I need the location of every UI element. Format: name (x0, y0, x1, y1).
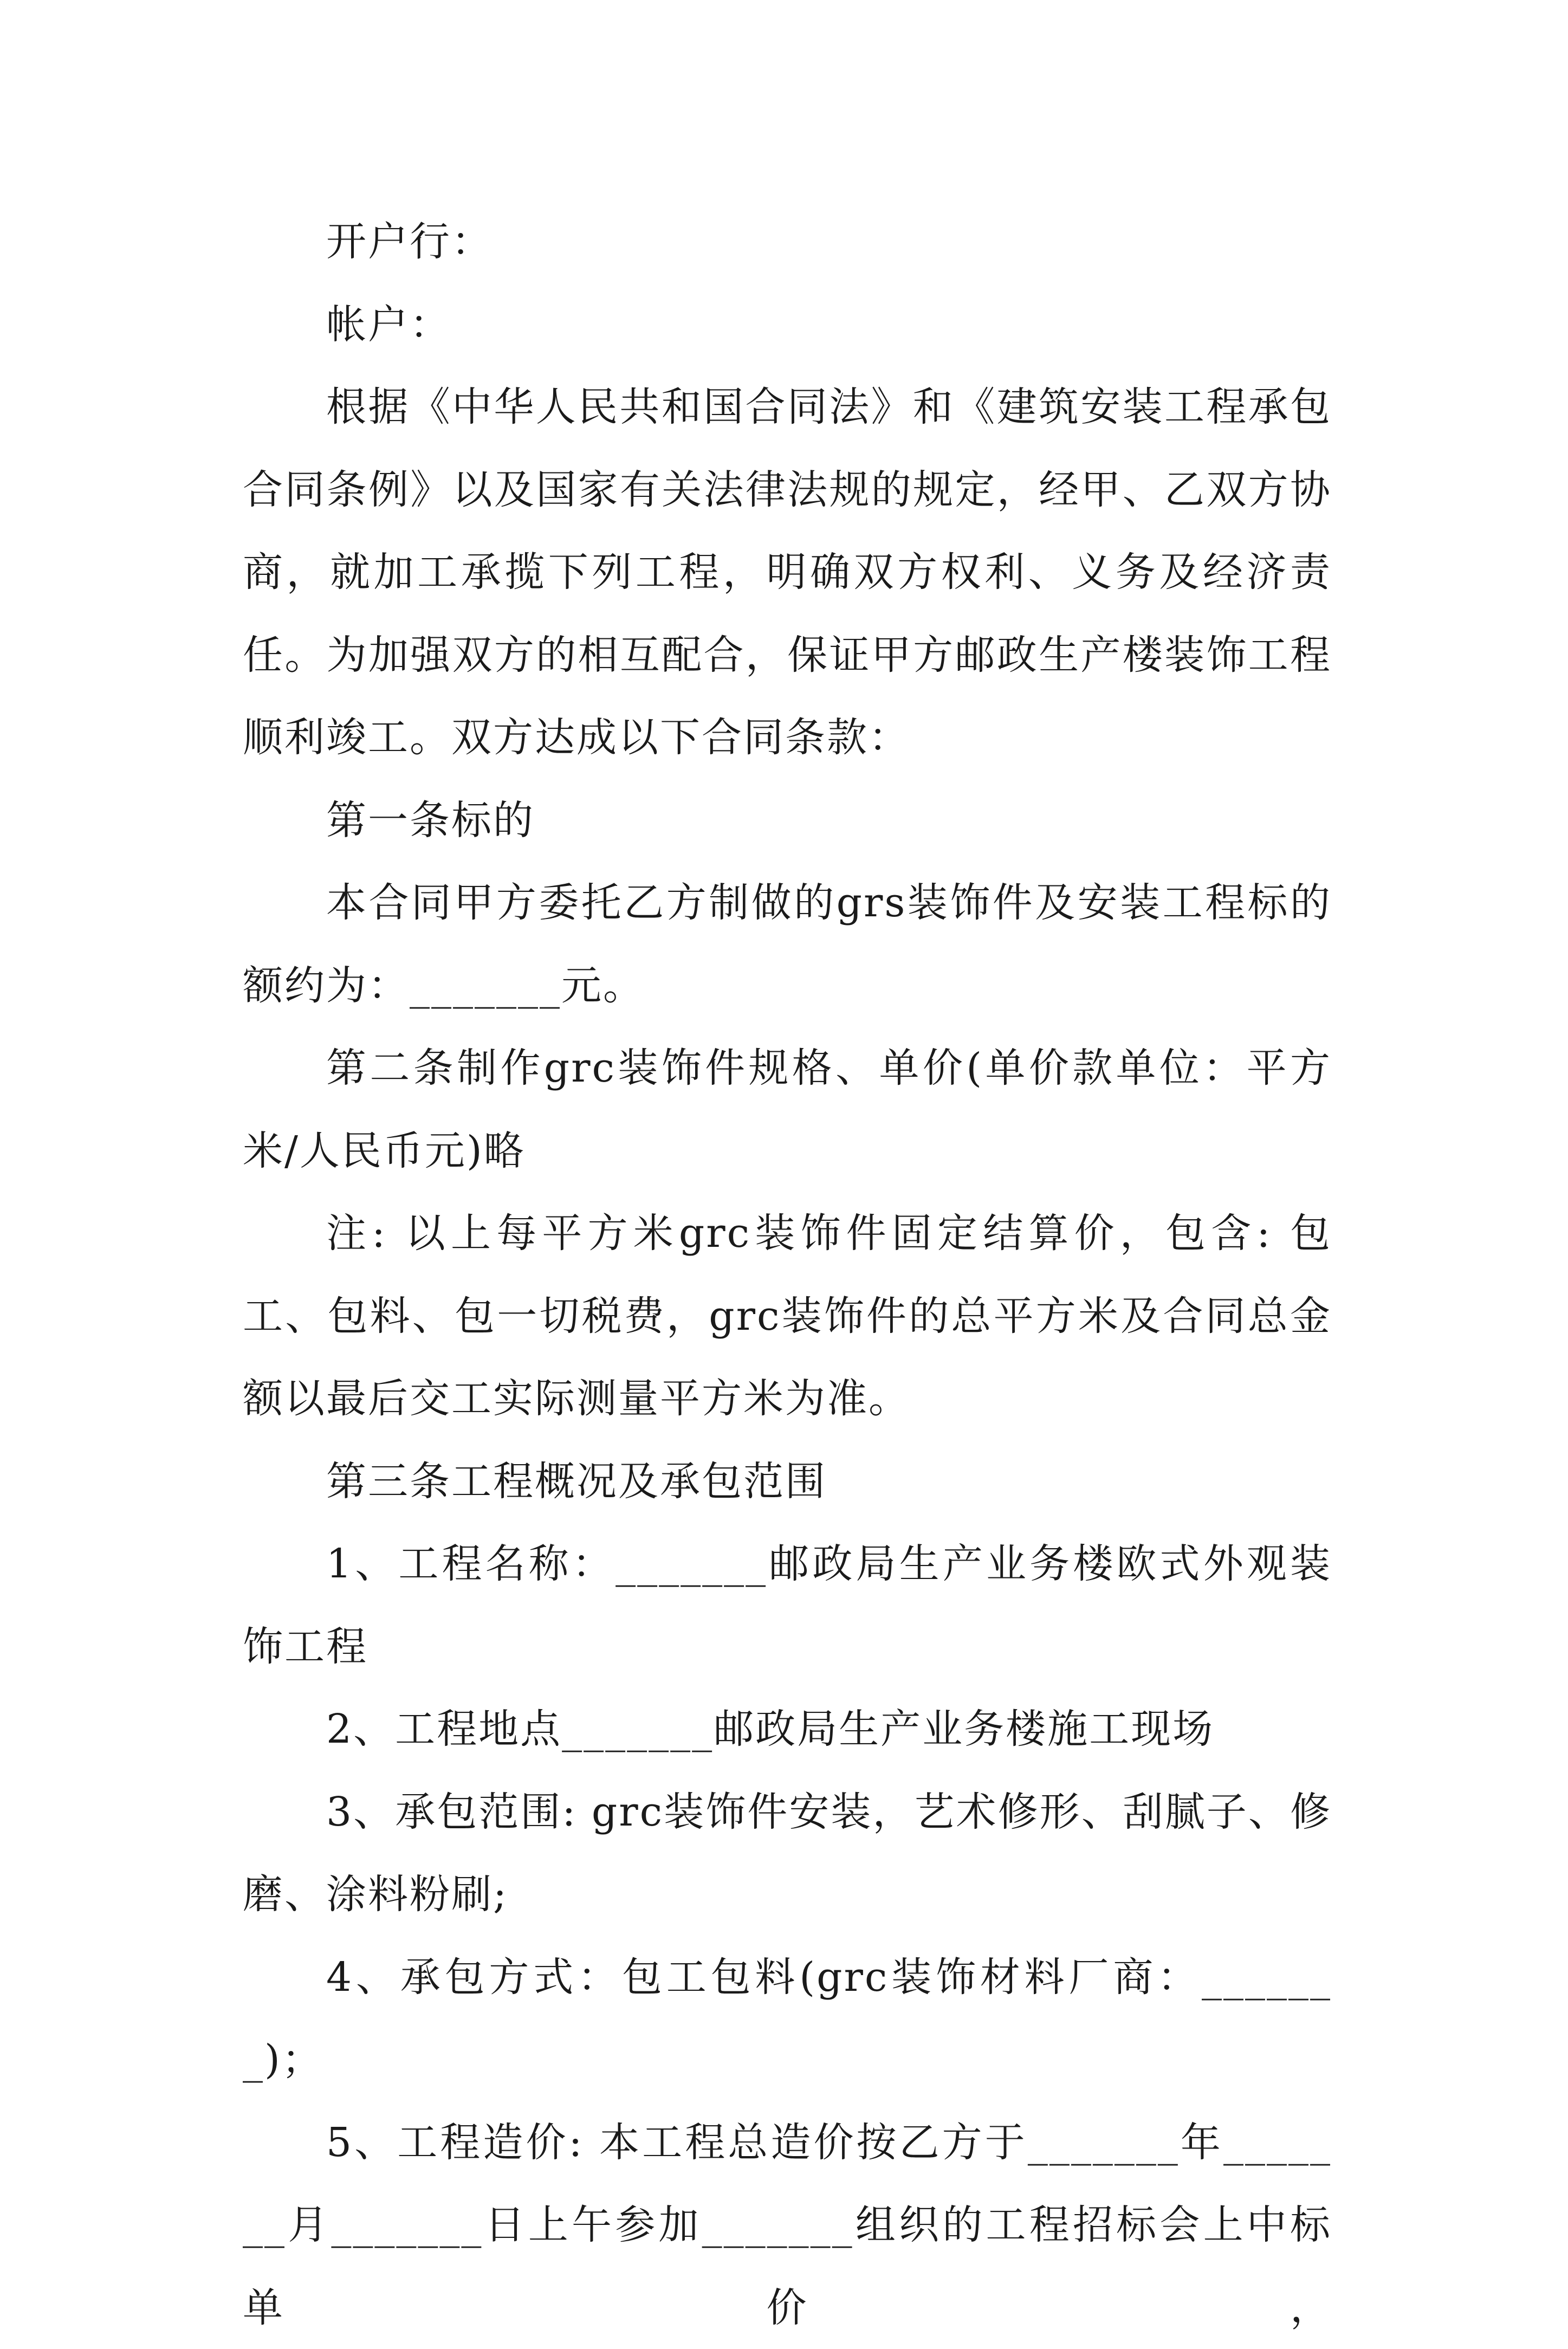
contract-method-item: 4、承包方式：包工包料(grc装饰材料厂商：_______)； (243, 1936, 1332, 2101)
article-2-note: 注: 以上每平方米grc装饰件固定结算价，包含: 包工、包料、包一切税费，grc装饰件的总平方米及合同总金额以最后交工实际测量平方米为准。 (243, 1192, 1332, 1440)
article-2-heading: 第二条制作grc装饰件规格、单价(单价款单位：平方米/人民币元)略 (243, 1027, 1332, 1192)
article-1-body: 本合同甲方委托乙方制做的grs装饰件及安装工程标的额约为：_______元。 (243, 862, 1332, 1027)
article-1-heading: 第一条标的 (243, 779, 1332, 862)
account-line: 帐户： (243, 283, 1332, 366)
bank-name-line: 开户行： (243, 200, 1332, 283)
contract-scope-item: 3、承包范围: grc装饰件安装，艺术修形、刮腻子、修磨、涂料粉刷; (243, 1771, 1332, 1936)
article-3-heading: 第三条工程概况及承包范围 (243, 1440, 1332, 1523)
project-cost-item: 5、工程造价: 本工程总造价按乙方于_______年_______月_______日上午参加_______组织的工程招标会上中标单价， (243, 2101, 1332, 2349)
project-name-item: 1、工程名称：_______邮政局生产业务楼欧式外观装饰工程 (243, 1523, 1332, 1688)
document-body (243, 200, 1332, 2349)
project-location-item: 2、工程地点_______邮政局生产业务楼施工现场 (243, 1688, 1332, 1771)
preamble-paragraph: 根据《中华人民共和国合同法》和《建筑安装工程承包合同条例》以及国家有关法律法规的规定，经甲、乙双方协商，就加工承揽下列工程，明确双方权利、义务及经济责任。为加强双方的相互配合，保证甲方邮政生产楼装饰工程顺利竣工。双方达成以下合同条款： (243, 366, 1332, 779)
